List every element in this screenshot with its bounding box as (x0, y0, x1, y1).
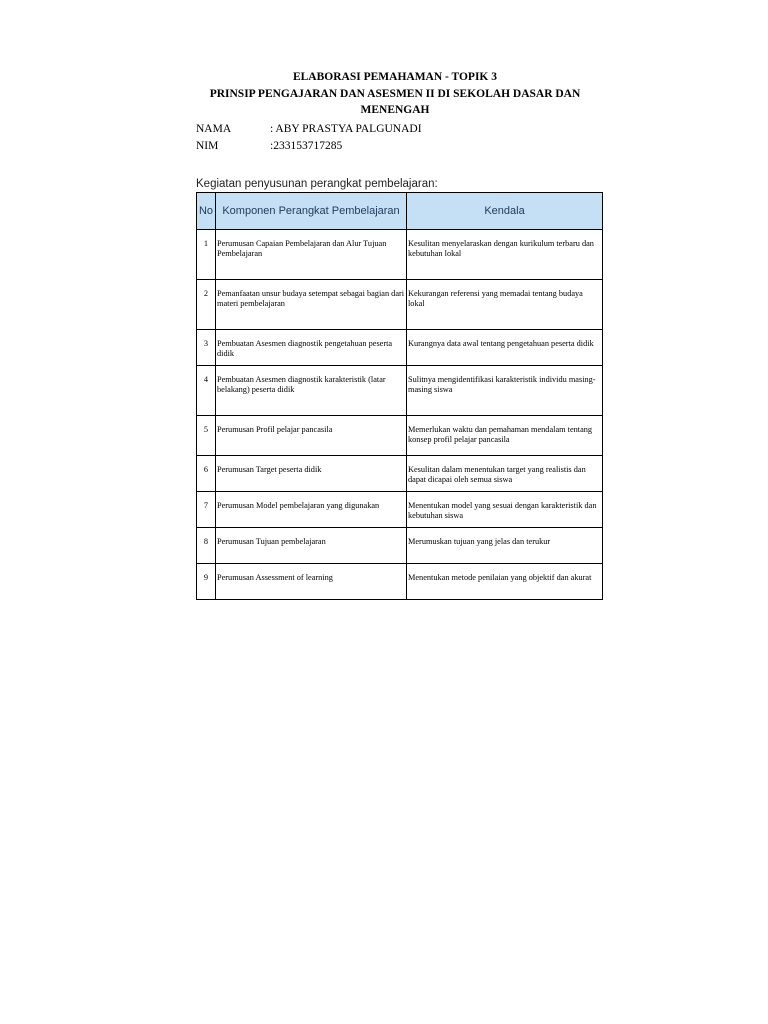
kendala-table (196, 192, 603, 600)
row-kendala: Memerlukan waktu dan pemahaman mendalam tentang konsep profil pelajar pancasila (407, 416, 603, 456)
row-no: 1 (197, 230, 216, 280)
nim-value: :233153717285 (270, 140, 343, 152)
row-no: 8 (197, 528, 216, 564)
table-row (197, 230, 603, 280)
row-komponen: Perumusan Profil pelajar pancasila (216, 416, 407, 456)
row-no: 5 (197, 416, 216, 456)
table-row (197, 330, 603, 366)
row-komponen: Perumusan Capaian Pembelajaran dan Alur Tujuan Pembelajaran (216, 230, 407, 280)
nama-value: : ABY PRASTYA PALGUNADI (270, 123, 422, 135)
document-subtitle-line2: MENENGAH (360, 104, 430, 116)
table-header-row (197, 193, 603, 230)
header-no: No (197, 193, 216, 230)
header-kendala: Kendala (407, 193, 603, 230)
row-no: 2 (197, 280, 216, 330)
row-no: 9 (197, 564, 216, 600)
header-komponen: Komponen Perangkat Pembelajaran (216, 193, 407, 230)
row-kendala: Kekurangan referensi yang memadai tentang budaya lokal (407, 280, 603, 330)
document-title: ELABORASI PEMAHAMAN - TOPIK 3 (292, 71, 498, 83)
row-komponen: Perumusan Target peserta didik (216, 456, 407, 492)
table-row (197, 280, 603, 330)
row-no: 6 (197, 456, 216, 492)
row-komponen: Pembuatan Asesmen diagnostik pengetahuan peserta didik (216, 330, 407, 366)
row-kendala: Sulitnya mengidentifikasi karakteristik individu masing-masing siswa (407, 366, 603, 416)
row-komponen: Perumusan Tujuan pembelajaran (216, 528, 407, 564)
row-kendala: Kesulitan menyelaraskan dengan kurikulum terbaru dan kebutuhan lokal (407, 230, 603, 280)
row-kendala: Merumuskan tujuan yang jelas dan terukur (407, 528, 603, 564)
row-komponen: Perumusan Model pembelajaran yang digunakan (216, 492, 407, 528)
table-caption: Kegiatan penyusunan perangkat pembelajaran: (196, 178, 438, 190)
document-subtitle-line1: PRINSIP PENGAJARAN DAN ASESMEN II DI SEKOLAH DASAR DAN (209, 88, 581, 100)
nama-label: NAMA (196, 123, 232, 135)
row-no: 4 (197, 366, 216, 416)
row-kendala: Kesulitan dalam menentukan target yang realistis dan dapat dicapai oleh semua siswa (407, 456, 603, 492)
row-no: 7 (197, 492, 216, 528)
table-row (197, 366, 603, 416)
row-kendala: Menentukan metode penilaian yang objektif dan akurat (407, 564, 603, 600)
row-no: 3 (197, 330, 216, 366)
table-row (197, 564, 603, 600)
table-row (197, 416, 603, 456)
row-kendala: Kurangnya data awal tentang pengetahuan peserta didik (407, 330, 603, 366)
row-komponen: Pemanfaatan unsur budaya setempat sebagai bagian dari materi pembelajaran (216, 280, 407, 330)
row-komponen: Perumusan Assessment of learning (216, 564, 407, 600)
row-kendala: Menentukan model yang sesuai dengan karakteristik dan kebutuhan siswa (407, 492, 603, 528)
table-row (197, 456, 603, 492)
table-row (197, 528, 603, 564)
nim-label: NIM (196, 140, 219, 152)
row-komponen: Pembuatan Asesmen diagnostik karakteristik (latar belakang) peserta didik (216, 366, 407, 416)
table-row (197, 492, 603, 528)
